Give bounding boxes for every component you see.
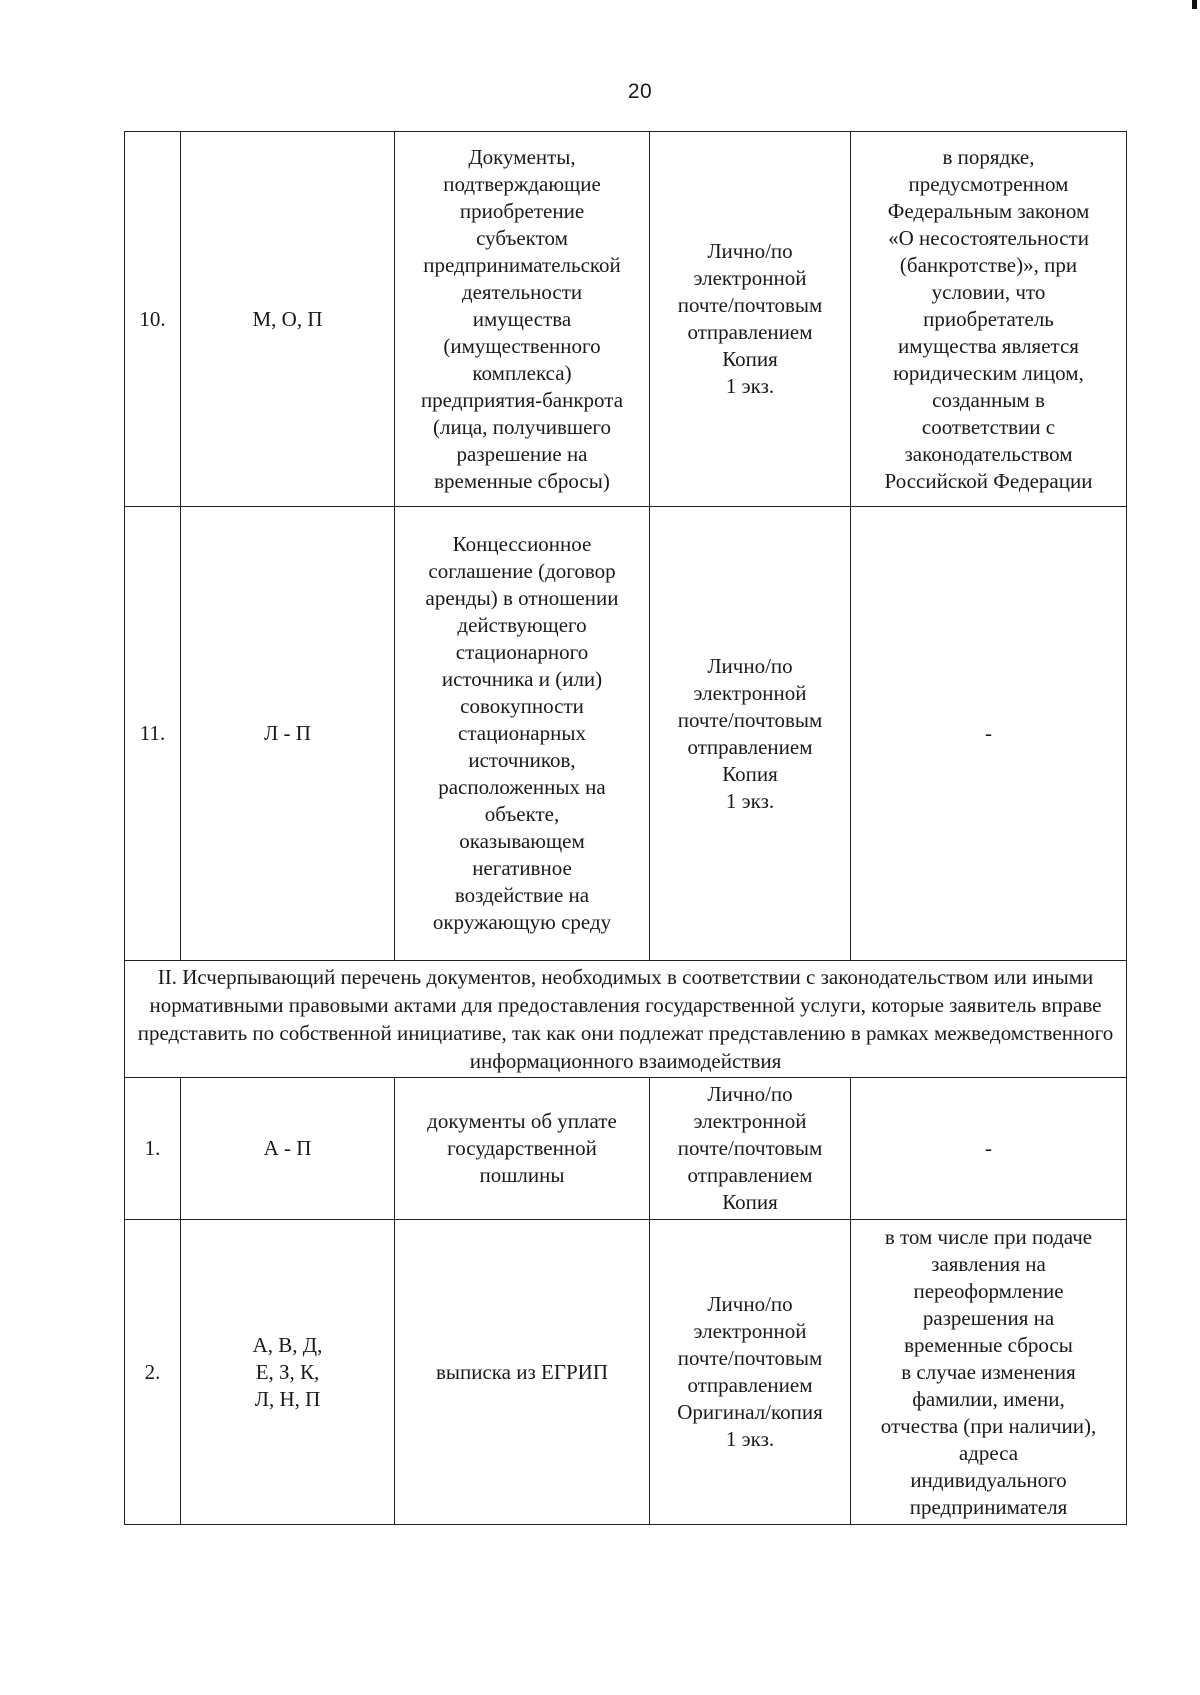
submission-method-cell: Лично/по электронной почте/почтовым отправлением Копия: [650, 1078, 851, 1220]
note-cell: в том числе при подаче заявления на переоформление разрешения на временные сбросы в случае изменения фамилии, имени, отчества (при наличии), адреса индивидуального предпринимателя: [851, 1220, 1127, 1525]
applicant-categories-cell: А, В, Д, Е, З, К, Л, Н, П: [181, 1220, 395, 1525]
document-name-cell: Документы, подтверждающие приобретение субъектом предпринимательской деятельности имущества (имущественного комплекса) предприятия-банкрота (лица, получившего разрешение на временные сбросы): [395, 132, 650, 507]
applicant-categories-cell: А - П: [181, 1078, 395, 1220]
row-number-cell: 11.: [125, 507, 181, 961]
document-name-cell: выписка из ЕГРИП: [395, 1220, 650, 1525]
applicant-categories-cell: Л - П: [181, 507, 395, 961]
documents-table: [124, 131, 1127, 1525]
row-number-cell: 2.: [125, 1220, 181, 1525]
document-name-cell: документы об уплате государственной пошлины: [395, 1078, 650, 1220]
submission-method-cell: Лично/по электронной почте/почтовым отправлением Копия 1 экз.: [650, 132, 851, 507]
submission-method-cell: Лично/по электронной почте/почтовым отправлением Копия 1 экз.: [650, 507, 851, 961]
table-row: [125, 507, 1127, 961]
scan-edge-mark: [1192, 0, 1197, 9]
table-row: [125, 1078, 1127, 1220]
section-heading-row: [125, 961, 1127, 1078]
note-cell: -: [851, 1078, 1127, 1220]
submission-method-cell: Лично/по электронной почте/почтовым отправлением Оригинал/копия 1 экз.: [650, 1220, 851, 1525]
applicant-categories-cell: М, О, П: [181, 132, 395, 507]
row-number-cell: 10.: [125, 132, 181, 507]
section-heading: II. Исчерпывающий перечень документов, необходимых в соответствии с законодательством или иными нормативными правовыми актами для предоставления государственной услуги, которые заявитель вправе представить по собственной инициативе, так как они подлежат представлению в рамках межведомственного информационного взаимодействия: [125, 961, 1127, 1078]
row-number-cell: 1.: [125, 1078, 181, 1220]
page-number: 20: [627, 80, 653, 103]
document-name-cell: Концессионное соглашение (договор аренды) в отношении действующего стационарного источника и (или) совокупности стационарных источников, расположенных на объекте, оказывающем негативное воздействие на окружающую среду: [395, 507, 650, 961]
note-cell: -: [851, 507, 1127, 961]
table-row: [125, 132, 1127, 507]
note-cell: в порядке, предусмотренном Федеральным законом «О несостоятельности (банкротстве)», при условии, что приобретатель имущества является юридическим лицом, созданным в соответствии с законодательством Российской Федерации: [851, 132, 1127, 507]
table-row: [125, 1220, 1127, 1525]
